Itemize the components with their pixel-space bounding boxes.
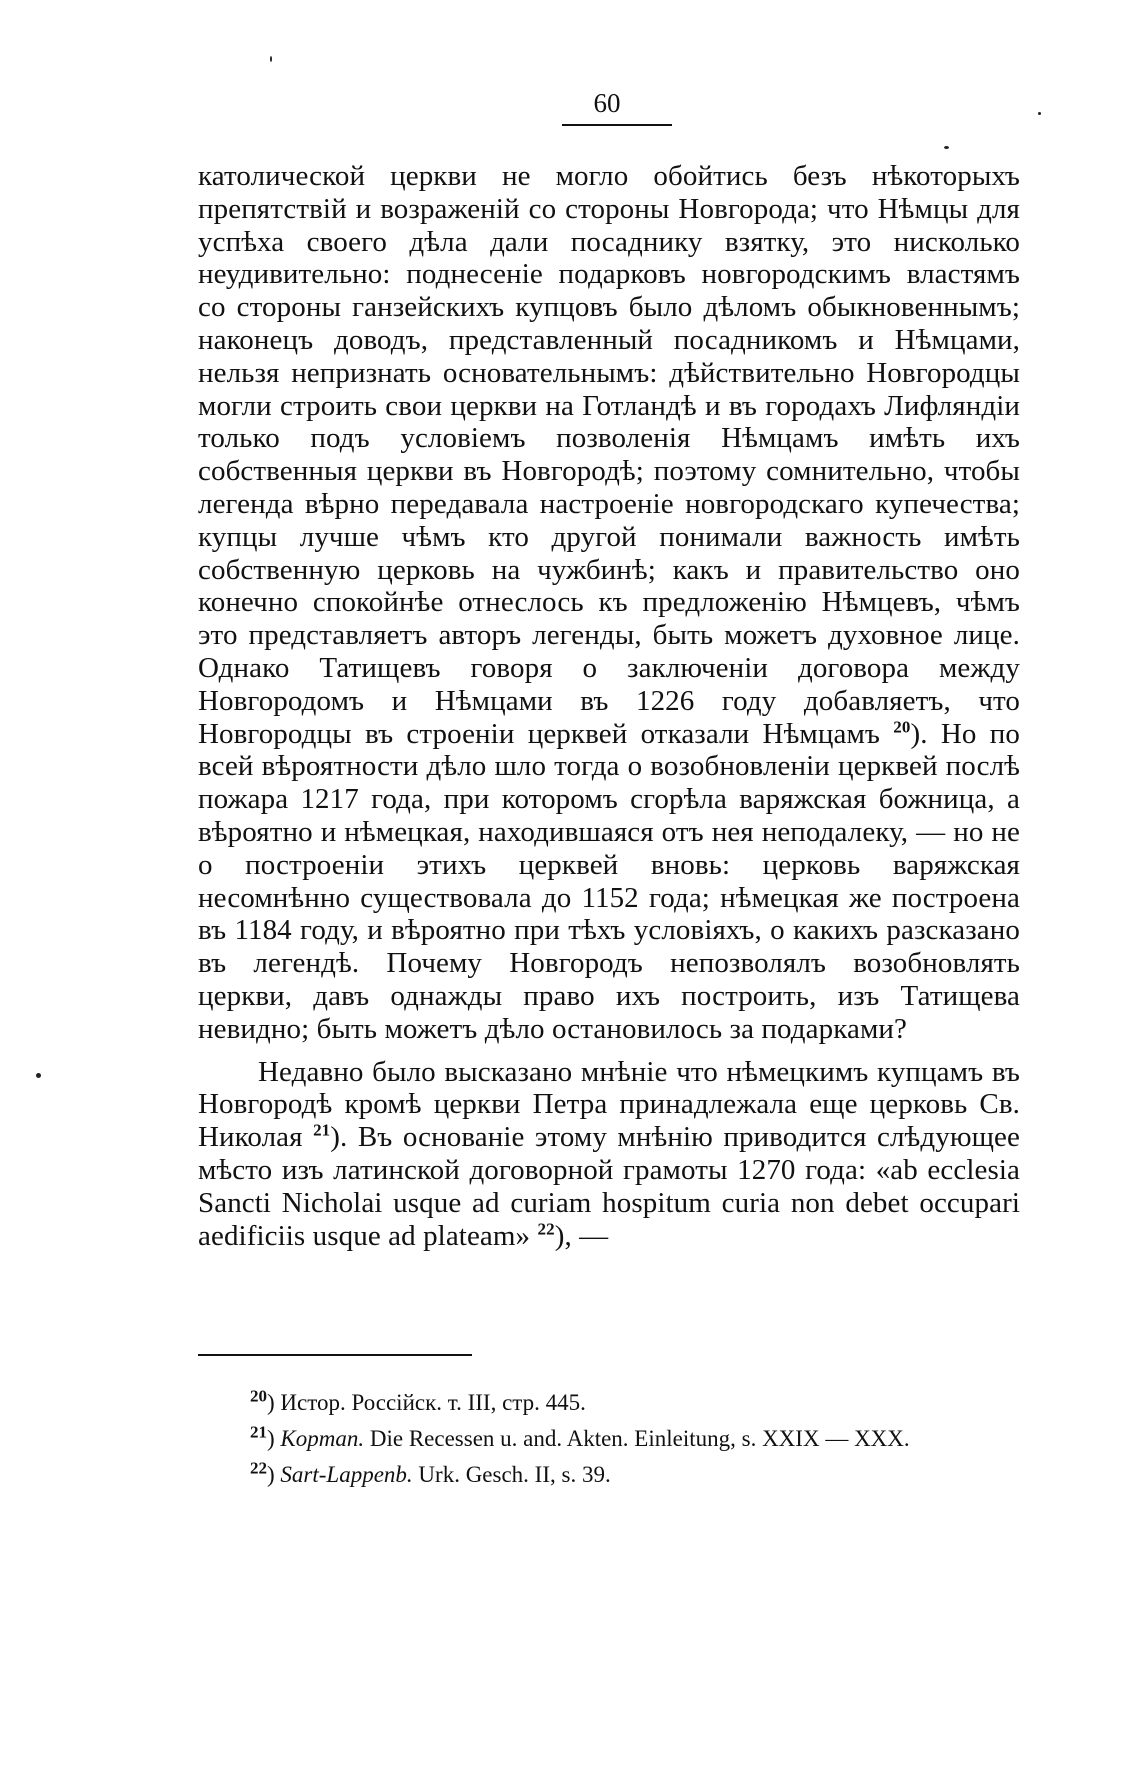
- page-number: 60: [593, 88, 621, 118]
- footnote-author: Kopman.: [280, 1426, 365, 1451]
- paragraph-2: [198, 1056, 1020, 1253]
- footnote-22: $^{22}$) Sart-Lappenb. Urk. Gesch. II, s. 39.: [250, 1458, 611, 1487]
- footnote-number: 21: [250, 1422, 267, 1442]
- footnote-ref-20: 20: [893, 716, 911, 736]
- footnote-ref-22: 22: [537, 1218, 555, 1238]
- footnote-number: 20: [250, 1386, 267, 1406]
- footnote-text: Urk. Gesch. II, s. 39.: [412, 1462, 611, 1487]
- scan-speck: [1038, 112, 1041, 115]
- main-text: [198, 160, 1020, 1252]
- scan-speck: [270, 56, 272, 62]
- footnote-separator: [198, 1354, 472, 1356]
- paragraph-2-text-b: ). Въ основаніе этому мнѣнію приводится слѣдующее мѣсто изъ латинской договорной грамоты 1270 года: «ab ecclesia Sancti Nicholai usque ad curiam hospitum curia non debet occupari aedificiis usque ad plateam»: [198, 1121, 1020, 1252]
- footnote-number: 22: [250, 1458, 267, 1478]
- footnote-text: ) Истор. Россійск. т. III, стр. 445.: [267, 1390, 586, 1415]
- footnote-ref-21: 21: [313, 1120, 331, 1140]
- paragraph-1-text-b: ). Но по всей вѣроятности дѣло шло тогда о возобновленіи церквей послѣ пожара 1217 года, при которомъ сгорѣла варяжская божница, а вѣроятно и нѣмецкая, находившаяся отъ нея неподалеку, — но не о построеніи этихъ церквей вновь: церковь варяжская несомнѣнно существовала до 1152 года; нѣмецкая же построена въ 1184 году, и вѣроятно при тѣхъ условіяхъ, о какихъ разсказано въ легендѣ. Почему Новгородъ непозволялъ возобновлять церкви, давъ однажды право ихъ построить, изъ Татищева невидно; быть можетъ дѣло остановилось за подарками?: [198, 717, 1021, 1045]
- footnotes: [198, 1388, 1020, 1496]
- paragraph-2-text-a: Недавно было высказано мнѣніе что нѣмецкимъ купцамъ въ Новгородѣ кромѣ церкви Петра принадлежала еще церковь Св. Николая: [198, 1055, 1020, 1154]
- footnote-author: Sart-Lappenb.: [280, 1462, 413, 1487]
- paragraph-1-text-a: католической церкви не могло обойтись безъ нѣкоторыхъ препятствій и возраженій со стороны Новгорода; что Нѣмцы для успѣха своего дѣла дали посаднику взятку, это нисколько неудивительно: поднесеніе подарковъ новгородскимъ властямъ со стороны ганзейскихъ купцовъ было дѣломъ обыкновеннымъ; наконецъ доводъ, представленный посадникомъ и Нѣмцами, нельзя непризнать основательнымъ: дѣйствительно Новгородцы могли строить свои церкви на Готландѣ и въ городахъ Лифляндіи только подъ условіемъ позволенія Нѣмцамъ имѣть ихъ собственныя церкви въ Новгородѣ; поэтому сомнительно, чтобы легенда вѣрно передавала настроеніе новгородскаго купечества; купцы лучше чѣмъ кто другой понимали важность имѣть собственную церковь на чужбинѣ; какъ и правительство оно конечно спокойнѣе отнеслось къ предложенію Нѣмцевъ, чѣмъ это представляетъ авторъ легенды, быть можетъ духовное лице. Однако Татищевъ говоря о заключеніи договора между Новгородомъ и Нѣмцами въ 1226 году добавляетъ, что Новгородцы въ строеніи церквей отказали Нѣмцамъ: [198, 160, 1020, 750]
- paragraph-1: [198, 160, 1020, 1046]
- paragraph-2-text-c: ), —: [554, 1219, 609, 1252]
- footnote-20: [198, 1388, 1020, 1418]
- scan-speck: [36, 1073, 41, 1078]
- page-number-underline: [562, 124, 672, 126]
- footnote-text: Die Recessen u. and. Akten. Einleitung, s. XXIX — XXX.: [364, 1426, 910, 1451]
- footnote-21: $^{21}$) Kopman. Die Recessen u. and. Akten. Einleitung, s. XXIX — XXX.: [250, 1422, 910, 1451]
- scan-speck: [944, 146, 949, 149]
